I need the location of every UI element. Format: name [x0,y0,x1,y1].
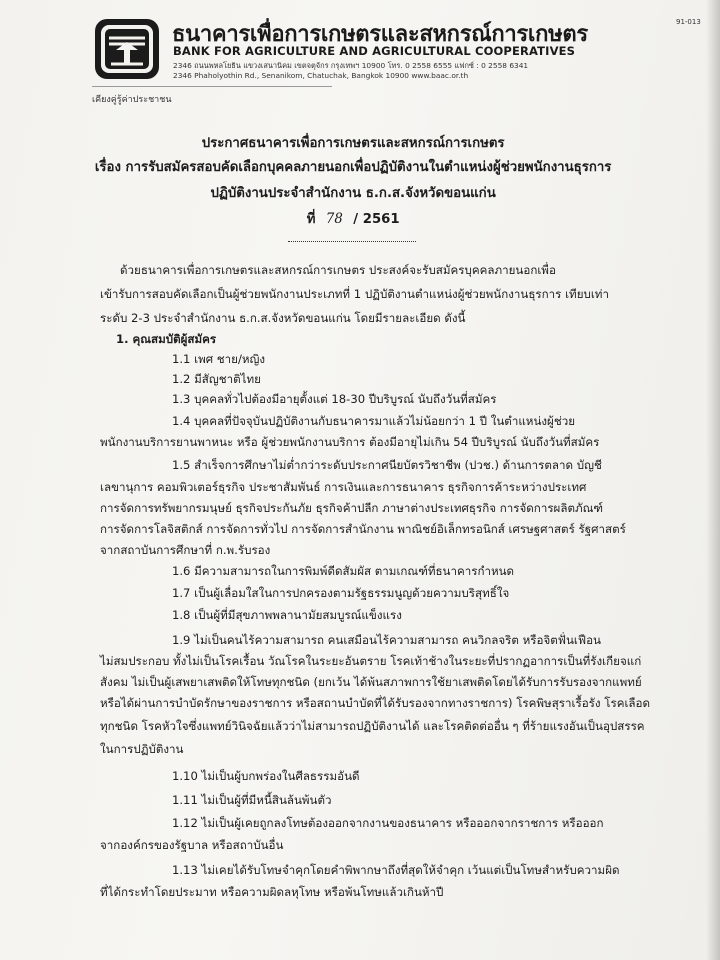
body-line: ทุกชนิด โรคหัวใจซึ่งแพทย์วินิจฉัยแล้วว่าไม่สามารถปฏิบัติงานได้ และโรคติดต่ออื่น ๆ ที่ร้ายแรงอันเป็นอุปสรรค [100,719,645,733]
body-line: 1.9 ไม่เป็นคนไร้ความสามารถ คนเสมือนไร้ความสามารถ คนวิกลจริต หรือจิตฟั่นเฟือน [172,633,601,647]
body-line: ที่ได้กระทำโดยประมาท หรือความผิดลหุโทษ หรือพ้นโทษแล้วเกินห้าปี [100,885,444,899]
form-number: 91-013 [676,18,701,26]
number-year: / 2561 [353,211,400,227]
announcement-title: ประกาศธนาคารเพื่อการเกษตรและสหกรณ์การเกษตร [201,135,505,151]
body-line: 1.2 มีสัญชาติไทย [172,372,261,386]
body-line: ไม่สมประกอบ ทั้งไม่เป็นโรคเรื้อน วัณโรคในระยะอันตราย โรคเท้าช้างในระยะที่ปรากฏอาการเป็นที่รังเกียจแก่ [100,654,642,668]
body-line: ด้วยธนาคารเพื่อการเกษตรและสหกรณ์การเกษตร ประสงค์จะรับสมัครบุคคลภายนอกเพื่อ [120,263,556,277]
section-heading: 1. คุณสมบัติผู้สมัคร [116,332,217,346]
body-line: ในการปฏิบัติงาน [100,742,184,756]
body-line: 1.3 บุคคลทั่วไปต้องมีอายุตั้งแต่ 18-30 ปีบริบูรณ์ นับถึงวันที่สมัคร [172,392,497,406]
body-line: 1.13 ไม่เคยได้รับโทษจำคุกโดยคำพิพากษาถึงที่สุดให้จำคุก เว้นแต่เป็นโทษสำหรับความผิด [172,863,620,877]
body-line: ระดับ 2-3 ประจำสำนักงาน ธ.ก.ส.จังหวัดขอนแก่น โดยมีรายละเอียด ดังนี้ [100,311,466,325]
body-line: สังคม ไม่เป็นผู้เสพยาเสพติดให้โทษทุกชนิด (ยกเว้น ได้พ้นสภาพการใช้ยาเสพติดโดยได้รับการรับรองจากแพทย์ [100,675,642,689]
body-line: 1.7 เป็นผู้เลื่อมใสในการปกครองตามรัฐธรรมนูญด้วยความบริสุทธิ์ใจ [172,586,510,600]
body-line: จากสถาบันการศึกษาที่ ก.พ.รับรอง [100,543,271,557]
announcement-subject: เรื่อง การรับสมัครสอบคัดเลือกบุคคลภายนอกเพื่อปฏิบัติงานในตำแหน่งผู้ช่วยพนักงานธุรการ [94,159,612,175]
body-line: 1.10 ไม่เป็นผู้บกพร่องในศีลธรรมอันดี [172,769,360,783]
body-line: พนักงานบริการยานพาหนะ หรือ ผู้ช่วยพนักงานบริการ ต้องมีอายุไม่เกิน 54 ปีบริบูรณ์ นับถึงวันที่สมัคร [100,435,600,449]
number-label: ที่ [306,211,316,227]
body-line: 1.8 เป็นผู้ที่มีสุขภาพพลานามัยสมบูรณ์แข็งแรง [172,608,402,622]
body-line: 1.4 บุคคลที่ปัจจุบันปฏิบัติงานกับธนาคารมาแล้วไม่น้อยกว่า 1 ปี ในตำแหน่งผู้ช่วย [172,414,576,428]
baac-logo-icon [94,18,160,80]
body-line: 1.11 ไม่เป็นผู้ที่มีหนี้สินล้นพ้นตัว [172,793,332,807]
announcement-number [0,207,706,229]
body-line: จากองค์กรของรัฐบาล หรือสถาบันอื่น [100,838,284,852]
body-line: 1.12 ไม่เป็นผู้เคยถูกลงโทษต้องออกจากงานของธนาคาร หรือออกจากราชการ หรือออก [172,816,604,830]
dotted-separator [288,241,416,242]
address-english: 2346 Phaholyothin Rd., Senanikom, Chatuchak, Bangkok 10900 www.baac.or.th [173,71,469,80]
body-line: หรือได้ผ่านการบำบัดรักษาของราชการ หรือสถานบำบัดที่ได้รับรองจากทางราชการ) โรคพิษสุราเรื้อรัง โรคเลือด [100,696,651,710]
body-line: การจัดการโลจิสติกส์ การจัดการทั่วไป การจัดการสำนักงาน พาณิชย์อิเล็กทรอนิกส์ เศรษฐศาสตร์ รัฐศาสตร์ [100,522,626,536]
number-handwritten: 78 [325,211,343,227]
bank-slogan: เคียงคู่รู้ค่าประชาชน [92,95,172,105]
address-thai: 2346 ถนนพหลโยธิน แขวงเสนานิคม เขตจตุจักร กรุงเทพฯ 10900 โทร. 0 2558 6555 แฟกซ์ : 0 2558 6341 [173,61,529,70]
bank-name-thai: ธนาคารเพื่อการเกษตรและสหกรณ์การเกษตร [172,22,588,47]
bank-name-english: BANK FOR AGRICULTURE AND AGRICULTURAL COOPERATIVES [173,44,576,58]
body-line: 1.5 สำเร็จการศึกษาไม่ต่ำกว่าระดับประกาศนียบัตรวิชาชีพ (ปวช.) ด้านการตลาด บัญชี [172,458,602,472]
body-line: 1.1 เพศ ชาย/หญิง [172,352,266,366]
body-line: เข้ารับการสอบคัดเลือกเป็นผู้ช่วยพนักงานประเภทที่ 1 ปฏิบัติงานตำแหน่งผู้ช่วยพนักงานธุรการ เทียบเท่า [100,287,609,301]
header-rule [92,86,332,87]
body-line: การจัดการทรัพยากรมนุษย์ ธุรกิจประกันภัย ธุรกิจค้าปลีก ภาษาต่างประเทศธุรกิจ การจัดการผลิตภัณฑ์ [100,501,604,515]
page-shadow [706,0,720,960]
body-line: เลขานุการ คอมพิวเตอร์ธุรกิจ ประชาสัมพันธ์ การเงินและการธนาคาร ธุรกิจการค้าระหว่างประเทศ [100,480,587,494]
body-line: 1.6 มีความสามารถในการพิมพ์ดีดสัมผัส ตามเกณฑ์ที่ธนาคารกำหนด [172,564,515,578]
announcement-subject-line2: ปฏิบัติงานประจำสำนักงาน ธ.ก.ส.จังหวัดขอนแก่น [210,185,496,201]
